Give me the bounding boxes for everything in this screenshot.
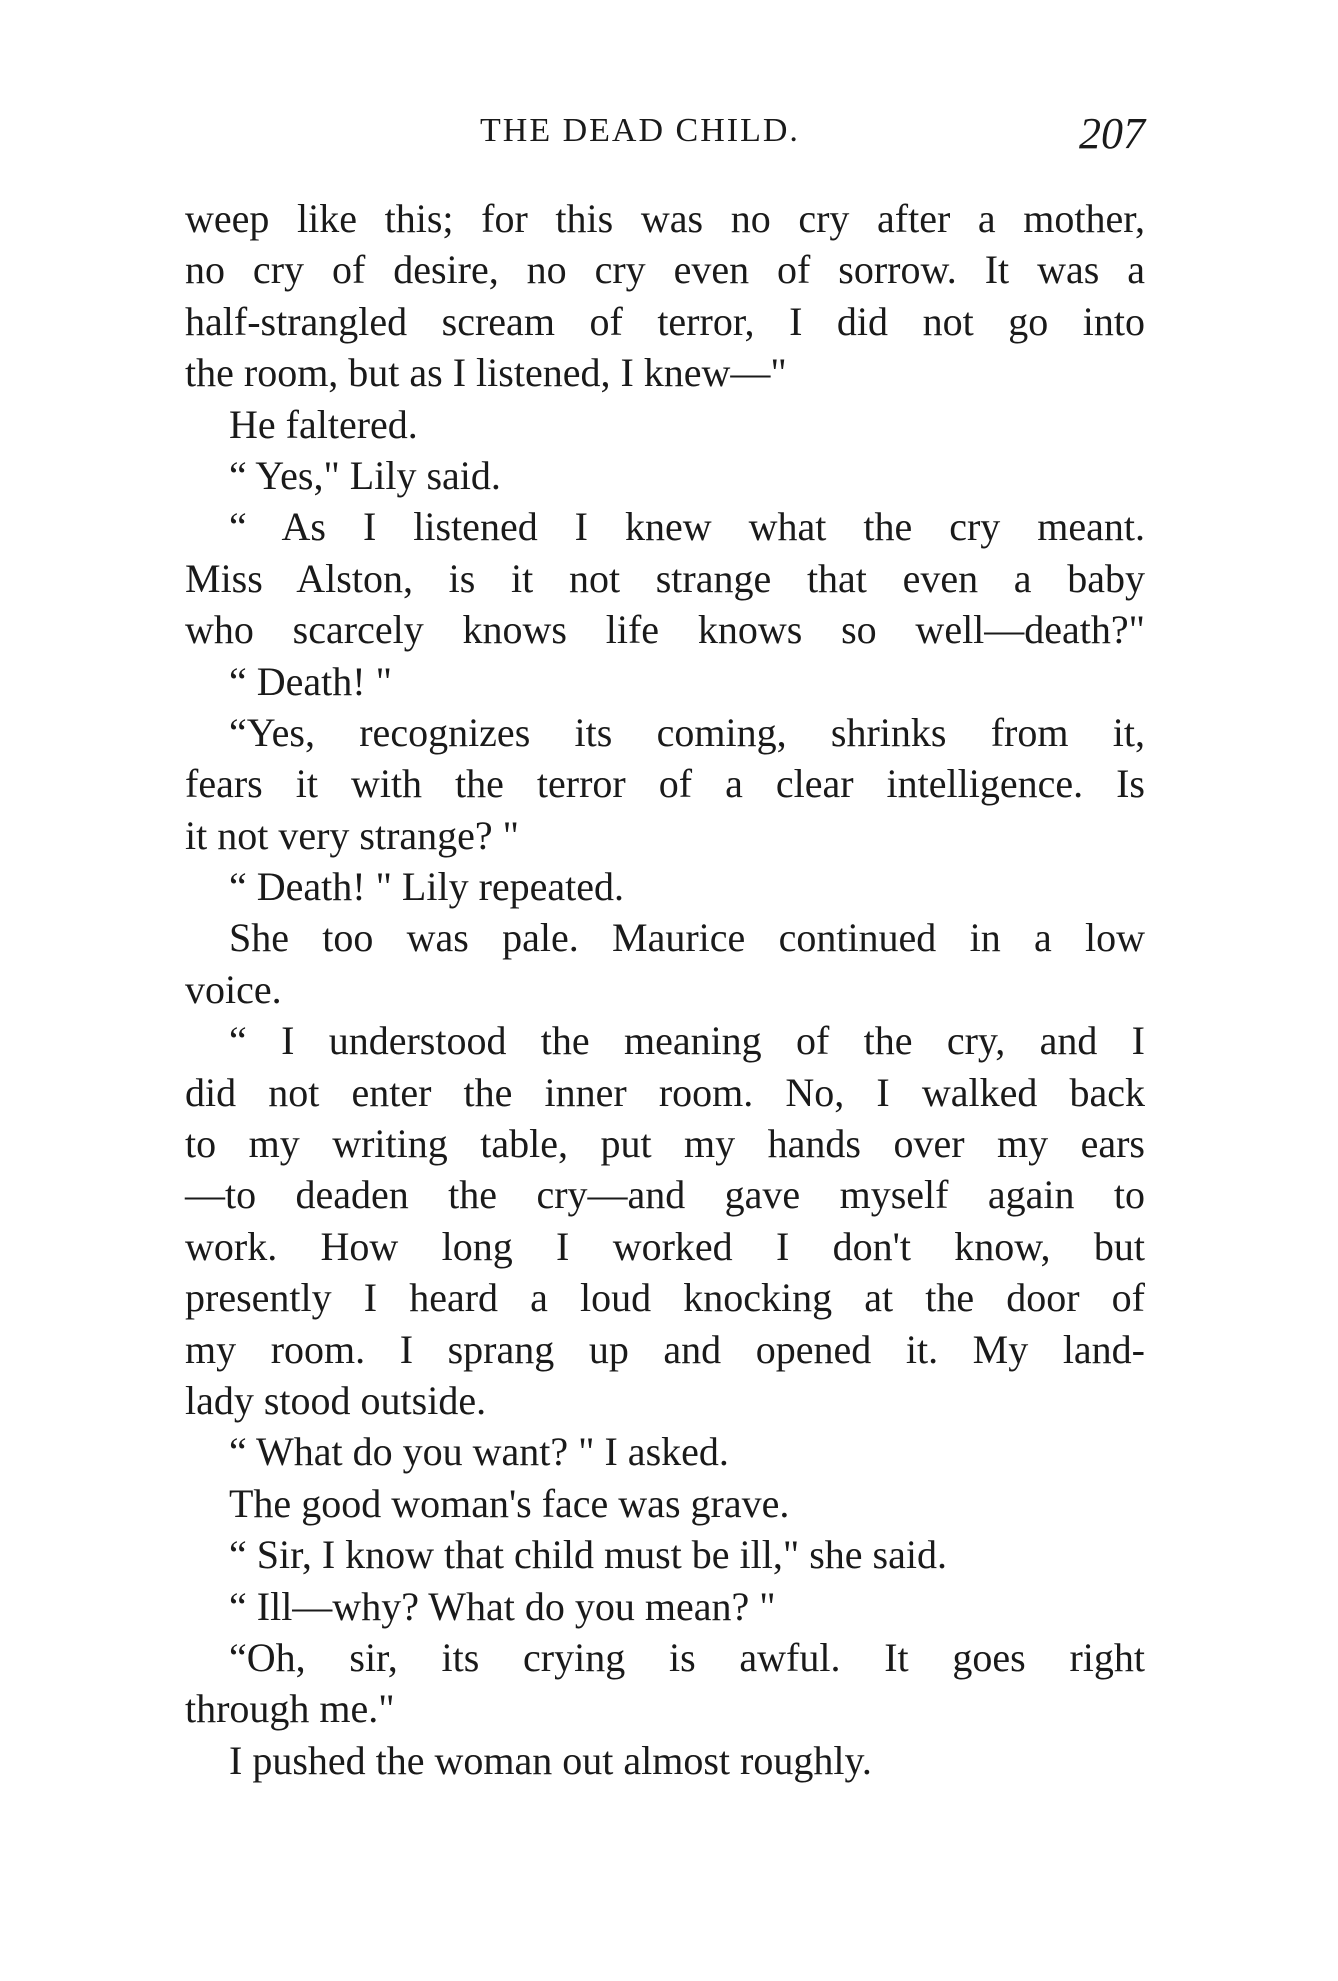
text-line: the room, but as I listened, I knew—" <box>185 350 787 396</box>
text-line: did not enter the inner room. No, I walked back <box>185 1069 1145 1115</box>
text-line: half-strangled scream of terror, I did not go into <box>185 298 1145 344</box>
text-line: to my writing table, put my hands over my ears <box>185 1121 1145 1167</box>
text-line: it not very strange? " <box>185 812 520 858</box>
text-line: “ As I listened I knew what the cry meant. <box>229 504 1145 550</box>
text-line: “ Sir, I know that child must be ill," she said. <box>229 1532 947 1578</box>
page-number: 207 <box>1079 109 1145 158</box>
text-line: “ Yes," Lily said. <box>229 452 501 498</box>
text-line: who scarcely knows life knows so well—death?" <box>185 607 1145 653</box>
text-line: She too was pale. Maurice continued in a low <box>229 915 1145 961</box>
text-line: The good woman's face was grave. <box>229 1480 790 1526</box>
text-line: my room. I sprang up and opened it. My land- <box>185 1326 1145 1372</box>
text-line: work. How long I worked I don't know, but <box>185 1223 1145 1269</box>
text-line: “ Death! " Lily repeated. <box>229 864 625 910</box>
running-title: THE DEAD CHILD. <box>480 112 800 149</box>
text-line: “Oh, sir, its crying is awful. It goes right <box>229 1634 1145 1680</box>
text-line: presently I heard a loud knocking at the door of <box>185 1275 1145 1321</box>
text-line: “ Ill—why? What do you mean? " <box>229 1583 776 1629</box>
text-line: “ What do you want? " I asked. <box>229 1429 729 1475</box>
text-line: weep like this; for this was no cry after a mother, <box>185 196 1145 241</box>
text-line: “Yes, recognizes its coming, shrinks from it, <box>229 709 1145 755</box>
text-line: “ Death! " <box>229 658 392 704</box>
page-header <box>185 108 1145 168</box>
text-line: I pushed the woman out almost roughly. <box>229 1737 872 1783</box>
text-line: no cry of desire, no cry even of sorrow. It was a <box>185 247 1145 293</box>
text-line: Miss Alston, is it not strange that even a baby <box>185 555 1145 601</box>
text-line: through me." <box>185 1686 395 1732</box>
text-line: lady stood outside. <box>185 1377 487 1423</box>
body-text <box>185 193 1145 1786</box>
text-line: He faltered. <box>229 401 418 447</box>
text-line: voice. <box>185 966 282 1012</box>
text-line: “ I understood the meaning of the cry, and I <box>229 1018 1145 1064</box>
text-line: —to deaden the cry—and gave myself again to <box>185 1172 1145 1218</box>
text-line: fears it with the terror of a clear intelligence. Is <box>185 761 1145 807</box>
